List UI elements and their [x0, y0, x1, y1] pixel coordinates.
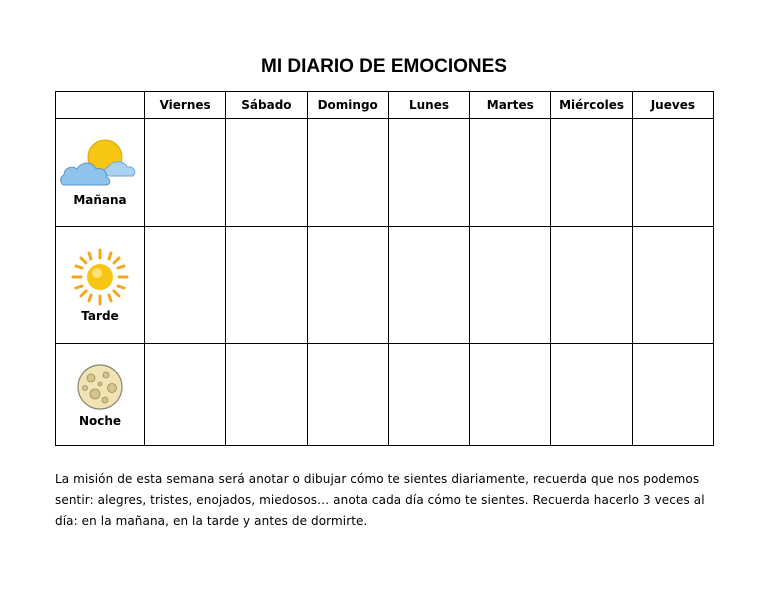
day-header-viernes: Viernes	[145, 92, 226, 119]
instructions-text: La misión de esta semana será anotar o dibujar cómo te sientes diariamente, recuerda que nos podemos sentir: alegres, tristes, enojados, miedosos… anota cada día cómo te sientes. Recuerda hacerlo 3 veces al día: en la mañana, en la tarde y antes de dormirte.	[55, 472, 705, 528]
entry-cell[interactable]	[226, 344, 307, 446]
period-row-manana	[56, 119, 714, 227]
entry-cell[interactable]	[388, 119, 469, 227]
day-header-lunes: Lunes	[388, 92, 469, 119]
sun-icon	[70, 247, 130, 307]
entry-cell[interactable]	[307, 226, 388, 343]
entry-cell[interactable]	[551, 226, 632, 343]
sun-behind-cloud-icon	[58, 137, 142, 191]
entry-cell[interactable]	[145, 344, 226, 446]
entry-cell[interactable]	[470, 119, 551, 227]
entry-cell[interactable]	[307, 344, 388, 446]
entry-cell[interactable]	[632, 119, 713, 227]
entry-cell[interactable]	[226, 226, 307, 343]
period-row-tarde	[56, 226, 714, 343]
period-row-noche	[56, 344, 714, 446]
period-label-noche: Noche	[78, 413, 122, 428]
emotions-diary-table	[55, 91, 714, 446]
day-header-sabado: Sábado	[226, 92, 307, 119]
period-label-manana: Mañana	[73, 193, 127, 208]
entry-cell[interactable]	[551, 344, 632, 446]
period-cell-noche	[56, 344, 145, 446]
header-row	[56, 92, 714, 119]
entry-cell[interactable]	[307, 119, 388, 227]
moon-icon	[73, 362, 127, 412]
entry-cell[interactable]	[551, 119, 632, 227]
day-header-martes: Martes	[470, 92, 551, 119]
period-cell-tarde	[56, 226, 145, 343]
entry-cell[interactable]	[388, 344, 469, 446]
entry-cell[interactable]	[145, 119, 226, 227]
period-cell-manana	[56, 119, 145, 227]
day-header-domingo: Domingo	[307, 92, 388, 119]
entry-cell[interactable]	[470, 226, 551, 343]
entry-cell[interactable]	[145, 226, 226, 343]
entry-cell[interactable]	[632, 344, 713, 446]
entry-cell[interactable]	[388, 226, 469, 343]
entry-cell[interactable]	[632, 226, 713, 343]
page-title: MI DIARIO DE EMOCIONES	[261, 56, 507, 77]
day-header-jueves: Jueves	[632, 92, 713, 119]
entry-cell[interactable]	[226, 119, 307, 227]
entry-cell[interactable]	[470, 344, 551, 446]
period-label-tarde: Tarde	[81, 309, 119, 324]
day-header-miercoles: Miércoles	[551, 92, 632, 119]
corner-cell	[56, 92, 145, 119]
